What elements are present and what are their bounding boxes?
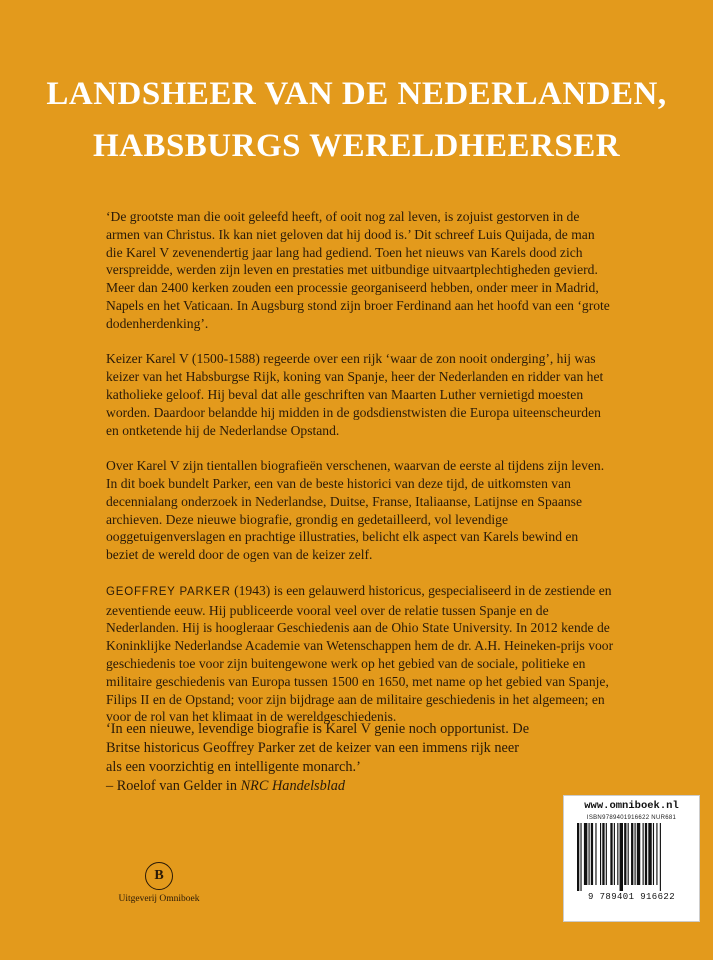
- title-line-1: LANDSHEER VAN DE NEDERLANDEN,: [46, 76, 667, 112]
- quote-source: [106, 777, 536, 796]
- quote-source-prefix: – Roelof van Gelder in: [106, 778, 241, 794]
- barcode-icon: [573, 823, 691, 891]
- title-line-2: HABSBURGS WERELDHEERSER: [92, 128, 621, 164]
- publisher-block: [104, 862, 214, 904]
- publisher-logo-letter: B: [154, 868, 164, 883]
- publisher-logo-icon: [145, 862, 173, 890]
- barcode-digits: 9 789401 916622: [587, 892, 675, 902]
- author-bio-text: (1943) is een gelauwerd historicus, gespecialiseerd in de zestiende en zeventiende eeuw. Hij publiceerde vooral veel over de relatie tussen Spanje en de Nederlanden. Hij is hoogleraar Geschiedenis aan de Ohio State University. In 2012 kende de Koninklijke Nederlandse Academie van Wetenschappen hem de dr. A.H. Heineken-prijs voor geschiedenis toe voor zijn buitengewone werk op het gebied van de sociale, politieke en militaire geschiedenis van Europa tussen 1500 en 1650, met name op het gebied van Spanje, Filips II en de Opstand; voor zijn bijdrage aan de militaire geschiedenis in het algemeen; en voor de rol van het klimaat in de wereldgeschiedenis.: [106, 582, 614, 725]
- publisher-name: Uitgeverij Omniboek: [118, 894, 200, 904]
- author-bio: [106, 582, 614, 726]
- publisher-url: www.omniboek.nl: [584, 800, 679, 812]
- blurb-paragraph-1: ‘De grootste man die ooit geleefd heeft, of ooit nog zal leven, is zojuist gestorven in de armen van Christus. Ik kan niet geloven dat hij dood is.’ Dit schreef Luis Quijada, de man die Karel V zevenendertig jaar lang had gediend. Toen het nieuws van Karels dood zich verspreidde, werden zijn leven en prestaties met uitbundige uitvaartplechtigheden gevierd. Meer dan 2400 kerken zouden een processie georganiseerd hebben, onder meer in Madrid, Napels en het Vaticaan. In Augsburg stond zijn broer Ferdinand aan het hoofd van een ‘grote dodenherdenking’.: [106, 209, 610, 331]
- blurb: [106, 208, 614, 744]
- review-quote: [106, 720, 536, 796]
- author-name: GEOFFREY PARKER: [106, 585, 231, 598]
- back-cover-title: [0, 68, 713, 172]
- blurb-paragraph-3: Over Karel V zijn tientallen biografieën verschenen, waarvan de eerste al tijdens zijn leven. In dit boek bundelt Parker, een van de beste historici van deze tijd, de uitkomsten van decennialang onderzoek in Nederlandse, Duitse, Franse, Italiaanse, Latijnse en Spaanse archieven. Deze nieuwe biografie, grondig en gedetailleerd, vol levendige ooggetuigenverslagen en prachtige illustraties, belicht elk aspect van Karels bewind en beziet de wereld door de ogen van de keizer zelf.: [106, 458, 605, 563]
- quote-source-publication: NRC Handelsblad: [240, 778, 346, 794]
- quote-text: ‘In een nieuwe, levendige biografie is Karel V genie noch opportunist. De Britse historicus Geoffrey Parker zet de keizer van een immens rijk neer als een voorzichtig en intelligente monarch.’: [106, 721, 530, 775]
- isbn-line: ISBN9789401916622 NUR681: [586, 815, 677, 821]
- barcode-panel: [563, 795, 700, 922]
- blurb-paragraph-2: Keizer Karel V (1500-1588) regeerde over een rijk ‘waar de zon nooit onderging’, hij was keizer van het Habsburgse Rijk, koning van Spanje, heer der Nederlanden en ridder van het katholieke geloof. Hij beval dat alle geschriften van Maarten Luther vernietigd moesten worden. Daardoor belandde hij midden in de godsdienstwisten die Europa uiteenscheurden en ontketende hij de Nederlandse Opstand.: [106, 351, 604, 438]
